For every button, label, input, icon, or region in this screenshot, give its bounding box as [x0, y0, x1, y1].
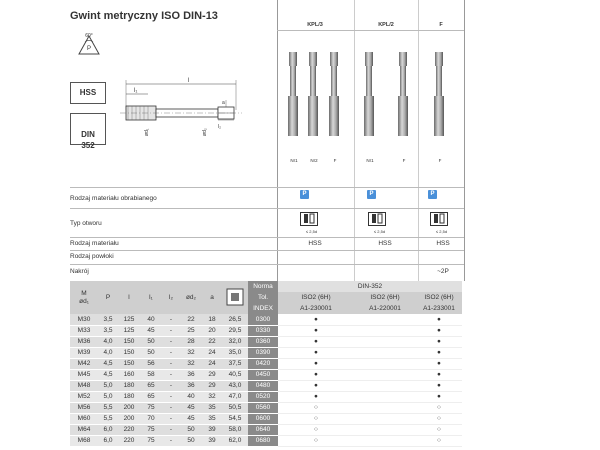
square-drive-icon: [222, 281, 248, 314]
tap-icon: [364, 52, 374, 136]
cell-m: M30: [70, 314, 98, 325]
availability-mark: [354, 369, 416, 380]
cell-l2: -: [162, 336, 180, 347]
cell-idx: 0640: [248, 424, 278, 435]
cell-d2: 22: [180, 314, 202, 325]
dim-d2-label: ød₂: [202, 128, 208, 136]
availability-mark: ●: [278, 358, 354, 369]
table-row: [70, 336, 462, 347]
availability-mark: ○: [416, 435, 462, 446]
cell-p: 5,0: [98, 380, 118, 391]
index-value: A1-230001: [278, 303, 354, 314]
cell-a: 39: [202, 435, 222, 446]
cell-l1: 40: [140, 314, 162, 325]
col-header-l: l: [118, 281, 140, 314]
dim-l-label: l: [188, 78, 190, 84]
divider: [70, 187, 464, 188]
cell-idx: 0600: [248, 413, 278, 424]
coating-label: Rodzaj powłoki: [70, 253, 114, 260]
tap-icon: [308, 52, 318, 136]
cell-l1: 50: [140, 347, 162, 358]
cell-l1: 65: [140, 380, 162, 391]
availability-mark: [354, 413, 416, 424]
cell-l: 220: [118, 435, 140, 446]
table-row: [70, 358, 462, 369]
cell-sq: 47,0: [222, 391, 248, 402]
cell-d2: 32: [180, 358, 202, 369]
cell-d2: 32: [180, 347, 202, 358]
page-title: Gwint metryczny ISO DIN-13: [70, 10, 218, 22]
cell-l1: 65: [140, 391, 162, 402]
cell-p: 5,5: [98, 413, 118, 424]
cell-l1: 75: [140, 424, 162, 435]
availability-mark: [354, 325, 416, 336]
col-header-d2: ød₂: [180, 281, 202, 314]
availability-mark: ○: [278, 413, 354, 424]
tap-icon: [329, 52, 339, 136]
cell-p: 3,5: [98, 325, 118, 336]
cell-l: 180: [118, 380, 140, 391]
availability-mark: ●: [416, 347, 462, 358]
tol-value: ISO2 (6H): [354, 292, 416, 303]
tool-material-value: HSS: [378, 240, 392, 247]
cell-l1: 45: [140, 325, 162, 336]
cell-l2: -: [162, 314, 180, 325]
thread-angle-label: 60°: [85, 33, 93, 39]
availability-mark: [354, 424, 416, 435]
cell-l: 150: [118, 347, 140, 358]
availability-mark: ○: [416, 424, 462, 435]
availability-mark: ○: [278, 435, 354, 446]
dim-l1-label: l₁: [134, 88, 138, 94]
divider: [70, 208, 464, 209]
index-value: A1-233001: [416, 303, 462, 314]
availability-mark: [354, 380, 416, 391]
cell-a: 32: [202, 391, 222, 402]
tap-icon: [398, 52, 408, 136]
table-row: [70, 424, 462, 435]
cell-a: 24: [202, 347, 222, 358]
thread-p-label: P: [86, 46, 92, 52]
divider: [464, 0, 465, 281]
table-row: [70, 435, 462, 446]
cell-a: 29: [202, 380, 222, 391]
cell-d2: 25: [180, 325, 202, 336]
tap-label: Nr2: [310, 158, 318, 163]
tap-label: Nr1: [366, 158, 374, 163]
col-header-l1: l₁: [140, 281, 162, 314]
divider: [70, 237, 464, 238]
col-header-m: M ød₁: [70, 281, 98, 314]
cell-l1: 56: [140, 358, 162, 369]
cell-m: M68: [70, 435, 98, 446]
cell-m: M60: [70, 413, 98, 424]
tool-material-value: HSS: [308, 240, 322, 247]
cell-l: 200: [118, 413, 140, 424]
dim-l2-label: l₂: [218, 124, 222, 130]
cell-a: 35: [202, 402, 222, 413]
cell-a: 24: [202, 358, 222, 369]
cell-l2: -: [162, 358, 180, 369]
cell-l: 180: [118, 391, 140, 402]
nakroj-value: ~2P: [437, 268, 449, 275]
cell-d2: 45: [180, 413, 202, 424]
tol-value: ISO2 (6H): [416, 292, 462, 303]
cell-p: 6,0: [98, 435, 118, 446]
cell-l2: -: [162, 347, 180, 358]
cell-d2: 45: [180, 402, 202, 413]
hole-type-icon: [430, 212, 448, 226]
cell-l1: 75: [140, 402, 162, 413]
cell-l1: 70: [140, 413, 162, 424]
tol-value: ISO2 (6H): [278, 292, 354, 303]
availability-mark: ●: [278, 347, 354, 358]
table-row: [70, 413, 462, 424]
dim-a-label: a: [222, 100, 225, 106]
cell-l2: -: [162, 402, 180, 413]
cell-d2: 36: [180, 380, 202, 391]
tap-icon: [434, 52, 444, 136]
hole-type-label: Typ otworu: [70, 220, 102, 227]
norma-value: DIN-352: [278, 281, 462, 292]
availability-mark: ○: [278, 402, 354, 413]
cell-idx: 0450: [248, 369, 278, 380]
cell-m: M45: [70, 369, 98, 380]
cell-l2: -: [162, 325, 180, 336]
availability-mark: ●: [278, 325, 354, 336]
availability-mark: [354, 314, 416, 325]
cell-idx: 0360: [248, 336, 278, 347]
col-header-l2: l₂: [162, 281, 180, 314]
cell-idx: 0300: [248, 314, 278, 325]
availability-mark: ●: [416, 325, 462, 336]
cell-m: M36: [70, 336, 98, 347]
spec-table: [70, 281, 462, 447]
cell-sq: 50,5: [222, 402, 248, 413]
column-header-kpl2: KPL/2: [378, 22, 394, 28]
availability-mark: [354, 391, 416, 402]
cell-m: M39: [70, 347, 98, 358]
cell-idx: 0390: [248, 347, 278, 358]
cell-a: 35: [202, 413, 222, 424]
tap-drawing: [118, 70, 248, 150]
cell-l: 125: [118, 314, 140, 325]
cell-a: 22: [202, 336, 222, 347]
cell-p: 5,0: [98, 391, 118, 402]
col-header-p: P: [98, 281, 118, 314]
divider: [70, 250, 464, 251]
cell-sq: 43,0: [222, 380, 248, 391]
tap-label: Nr1: [290, 158, 298, 163]
cell-p: 3,5: [98, 314, 118, 325]
column-header-kpl3: KPL/3: [307, 22, 323, 28]
cell-p: 4,0: [98, 336, 118, 347]
table-row: [70, 402, 462, 413]
nakroj-label: Nakrój: [70, 268, 89, 275]
cell-sq: 62,0: [222, 435, 248, 446]
cell-d2: 40: [180, 391, 202, 402]
din-badge-label: DIN 352: [81, 130, 95, 150]
cell-a: 29: [202, 369, 222, 380]
availability-mark: ●: [416, 336, 462, 347]
col-header-a: a: [202, 281, 222, 314]
availability-mark: ○: [416, 402, 462, 413]
hss-badge-label: HSS: [79, 88, 97, 97]
cell-l: 160: [118, 369, 140, 380]
table-row: [70, 369, 462, 380]
table-row: [70, 380, 462, 391]
cell-sq: 37,5: [222, 358, 248, 369]
availability-mark: ○: [416, 413, 462, 424]
availability-mark: [354, 435, 416, 446]
cell-p: 5,5: [98, 402, 118, 413]
availability-mark: ●: [278, 380, 354, 391]
hole-type-icon: [368, 212, 386, 226]
tap-label: F: [438, 158, 442, 163]
cell-l: 220: [118, 424, 140, 435]
cell-l2: -: [162, 369, 180, 380]
hole-type-icon: [300, 212, 318, 226]
material-p-badge: P: [300, 190, 309, 199]
cell-m: M42: [70, 358, 98, 369]
availability-mark: [354, 402, 416, 413]
cell-l: 125: [118, 325, 140, 336]
tap-label: F: [333, 158, 337, 163]
availability-mark: ●: [278, 391, 354, 402]
cell-sq: 58,0: [222, 424, 248, 435]
cell-idx: 0680: [248, 435, 278, 446]
din-badge: [70, 113, 106, 150]
availability-mark: ●: [416, 369, 462, 380]
cell-p: 4,5: [98, 369, 118, 380]
material-p-badge: P: [428, 190, 437, 199]
availability-mark: ●: [416, 391, 462, 402]
cell-d2: 50: [180, 424, 202, 435]
cell-l2: -: [162, 413, 180, 424]
cell-l: 200: [118, 402, 140, 413]
availability-mark: ●: [278, 336, 354, 347]
cell-m: M52: [70, 391, 98, 402]
availability-mark: ●: [278, 369, 354, 380]
divider: [70, 264, 464, 265]
cell-l1: 58: [140, 369, 162, 380]
index-value: A1-220001: [354, 303, 416, 314]
cell-idx: 0420: [248, 358, 278, 369]
availability-mark: ●: [416, 380, 462, 391]
tol-label: Tol.: [248, 292, 278, 303]
cell-d2: 28: [180, 336, 202, 347]
cell-l1: 75: [140, 435, 162, 446]
availability-mark: [354, 358, 416, 369]
cell-a: 18: [202, 314, 222, 325]
norma-label: Norma: [248, 281, 278, 292]
cell-d2: 36: [180, 369, 202, 380]
availability-mark: ●: [416, 358, 462, 369]
cell-sq: 32,0: [222, 336, 248, 347]
table-row: [70, 325, 462, 336]
cell-d2: 50: [180, 435, 202, 446]
cell-m: M33: [70, 325, 98, 336]
cell-idx: 0520: [248, 391, 278, 402]
cell-l2: -: [162, 424, 180, 435]
availability-mark: ○: [278, 424, 354, 435]
hole-type-caption: ≤ 2,5d: [374, 229, 386, 234]
cell-l2: -: [162, 391, 180, 402]
divider: [277, 30, 464, 31]
cell-l2: -: [162, 380, 180, 391]
thread-profile-icon: [75, 30, 103, 58]
cell-l: 150: [118, 336, 140, 347]
cell-l1: 50: [140, 336, 162, 347]
column-header-f: F: [439, 22, 443, 28]
cell-l: 150: [118, 358, 140, 369]
availability-mark: [354, 336, 416, 347]
cell-idx: 0330: [248, 325, 278, 336]
cell-m: M64: [70, 424, 98, 435]
material-label: Rodzaj materiału obrabianego: [70, 195, 157, 202]
cell-sq: 35,0: [222, 347, 248, 358]
cell-idx: 0560: [248, 402, 278, 413]
hole-type-caption: ≤ 2,5d: [306, 229, 318, 234]
cell-p: 4,5: [98, 358, 118, 369]
availability-mark: ●: [416, 314, 462, 325]
cell-p: 6,0: [98, 424, 118, 435]
dim-d1-label: ød₁: [144, 128, 150, 136]
availability-mark: ●: [278, 314, 354, 325]
table-row: [70, 314, 462, 325]
table-row: [70, 391, 462, 402]
availability-mark: [354, 347, 416, 358]
hole-type-caption: ≤ 2,5d: [436, 229, 448, 234]
cell-a: 20: [202, 325, 222, 336]
tap-icon: [288, 52, 298, 136]
cell-l2: -: [162, 435, 180, 446]
cell-a: 39: [202, 424, 222, 435]
hss-badge: [70, 82, 106, 104]
cell-sq: 40,5: [222, 369, 248, 380]
tap-images: [278, 40, 464, 145]
cell-sq: 29,5: [222, 325, 248, 336]
material-p-badge: P: [367, 190, 376, 199]
cell-sq: 26,5: [222, 314, 248, 325]
cell-p: 4,0: [98, 347, 118, 358]
tool-material-value: HSS: [436, 240, 450, 247]
table-row: [70, 347, 462, 358]
tap-label: F: [402, 158, 406, 163]
cell-sq: 54,5: [222, 413, 248, 424]
index-label: INDEX: [248, 303, 278, 314]
cell-m: M56: [70, 402, 98, 413]
tool-material-label: Rodzaj materiału: [70, 240, 119, 247]
cell-idx: 0480: [248, 380, 278, 391]
cell-m: M48: [70, 380, 98, 391]
